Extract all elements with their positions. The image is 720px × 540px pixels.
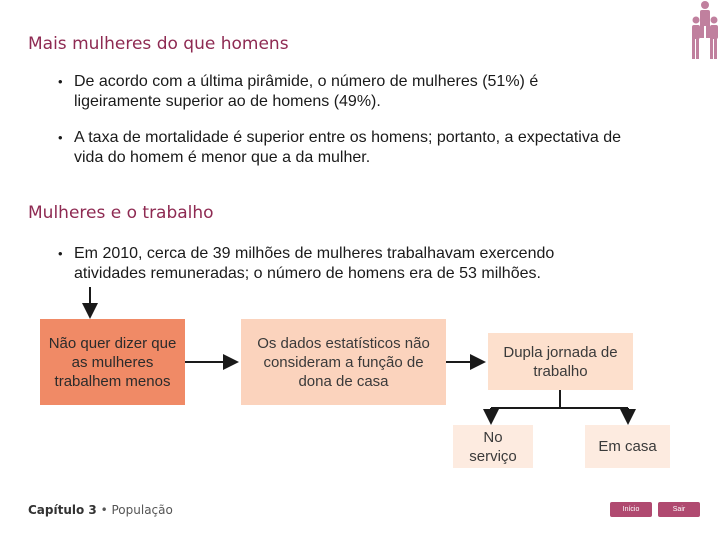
footer-separator: • [96,503,112,517]
section-title-work: Mulheres e o trabalho [28,203,214,223]
bullet-dot-icon: • [58,130,63,145]
diagram-box-double-shift: Dupla jornada de trabalho [488,333,633,390]
diagram-box-housework-not-counted: Os dados estatísticos não consideram a função de dona de casa [241,319,446,405]
exit-button[interactable]: Sair [658,502,700,517]
diagram-box-at-work: No serviço [453,425,533,468]
bullet-text: Em 2010, cerca de 39 milhões de mulheres trabalhavam exercendo atividades remuneradas; o número de homens era de 53 milhões. [74,245,555,282]
section-title-population: Mais mulheres do que homens [28,34,289,54]
people-group-icon [690,0,720,62]
bullet-dot-icon: • [58,246,63,261]
footer-topic: População [111,503,173,517]
footer-chapter [28,503,173,517]
home-button[interactable]: Início [610,502,652,517]
diagram-box-at-home: Em casa [585,425,670,468]
bullet-dot-icon: • [58,74,63,89]
bullet-text: De acordo com a última pirâmide, o número de mulheres (51%) é ligeiramente superior ao de homens (49%). [74,73,539,110]
diagram-box-not-less-work: Não quer dizer que as mulheres trabalhem menos [40,319,185,405]
bullet-text: A taxa de mortalidade é superior entre os homens; portanto, a expectativa de vida do homem é menor que a da mulher. [74,129,621,166]
footer-chapter-label: Capítulo 3 [28,503,97,517]
